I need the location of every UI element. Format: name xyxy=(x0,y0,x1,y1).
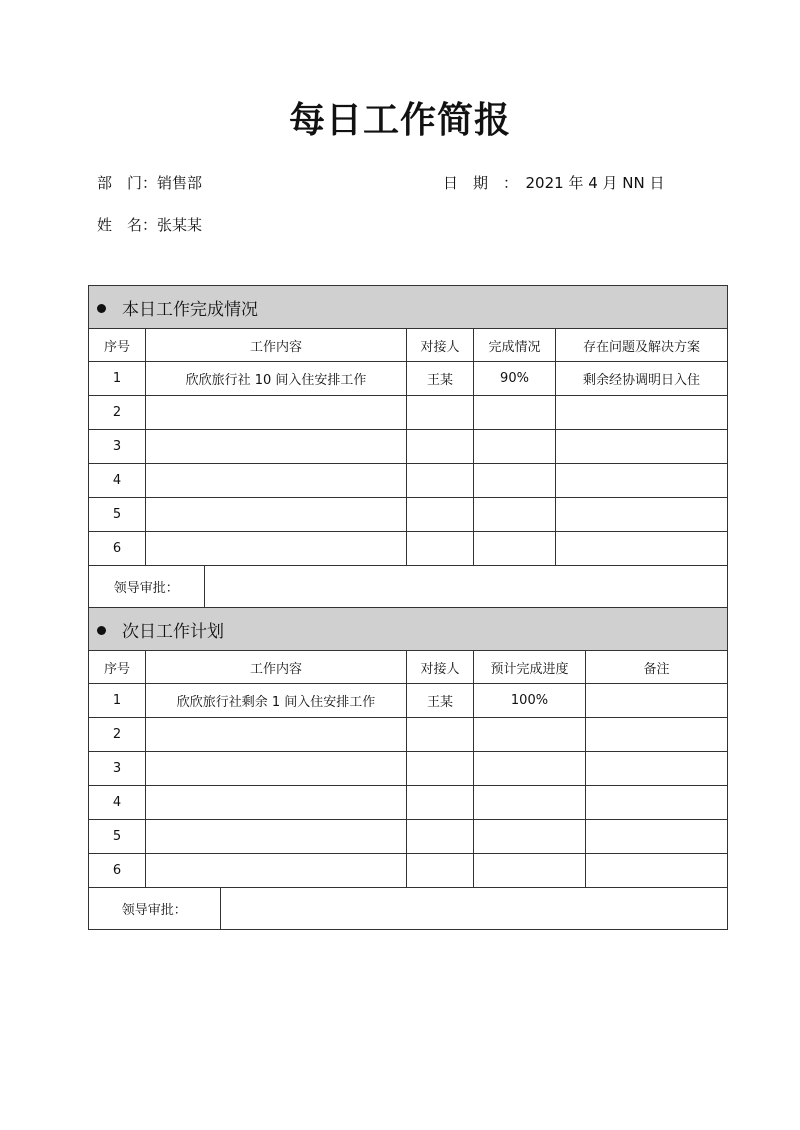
table-cell[interactable] xyxy=(407,854,474,888)
bullet-icon xyxy=(97,626,106,635)
col-header: 对接人 xyxy=(407,329,474,362)
table-cell[interactable] xyxy=(556,396,728,430)
table-cell[interactable]: 1 xyxy=(89,362,146,396)
approval-label: 领导审批： xyxy=(89,888,220,929)
tomorrow-column-headers xyxy=(89,651,728,684)
table-cell[interactable]: 5 xyxy=(89,498,146,532)
table-cell[interactable] xyxy=(146,396,407,430)
approval-field[interactable] xyxy=(220,888,727,929)
table-row xyxy=(89,430,728,464)
bullet-icon xyxy=(97,304,106,313)
table-cell[interactable] xyxy=(407,396,474,430)
table-cell[interactable] xyxy=(146,820,407,854)
table-cell[interactable]: 90% xyxy=(474,362,556,396)
table-cell[interactable]: 剩余经协调明日入住 xyxy=(556,362,728,396)
table-cell[interactable] xyxy=(474,854,586,888)
table-cell[interactable]: 5 xyxy=(89,820,146,854)
table-cell[interactable]: 欣欣旅行社 10 间入住安排工作 xyxy=(146,362,407,396)
table-cell[interactable] xyxy=(586,820,728,854)
table-cell[interactable]: 欣欣旅行社剩余 1 间入住安排工作 xyxy=(146,684,407,718)
table-cell[interactable] xyxy=(586,718,728,752)
table-cell[interactable] xyxy=(146,464,407,498)
table-cell[interactable] xyxy=(474,786,586,820)
table-cell[interactable] xyxy=(407,430,474,464)
col-header: 工作内容 xyxy=(146,651,407,684)
table-cell[interactable]: 6 xyxy=(89,854,146,888)
table-cell[interactable] xyxy=(586,854,728,888)
table-row xyxy=(89,532,728,566)
table-cell[interactable]: 2 xyxy=(89,718,146,752)
table-row xyxy=(89,464,728,498)
tomorrow-section-title: 次日工作计划 xyxy=(122,621,224,642)
col-header: 预计完成进度 xyxy=(474,651,586,684)
col-header: 序号 xyxy=(89,651,146,684)
tomorrow-section-header xyxy=(89,608,728,651)
table-cell[interactable] xyxy=(146,786,407,820)
tomorrow-approval-row xyxy=(89,888,728,930)
table-cell[interactable] xyxy=(474,752,586,786)
today-approval-row xyxy=(89,566,728,608)
col-header: 完成情况 xyxy=(474,329,556,362)
today-section-title: 本日工作完成情况 xyxy=(122,299,258,320)
table-cell[interactable] xyxy=(146,854,407,888)
table-cell[interactable] xyxy=(474,718,586,752)
table-row xyxy=(89,362,728,396)
table-cell[interactable] xyxy=(556,532,728,566)
table-cell[interactable] xyxy=(407,820,474,854)
approval-label: 领导审批： xyxy=(89,566,204,607)
table-cell[interactable] xyxy=(146,718,407,752)
today-section-header xyxy=(89,286,728,329)
name-field: 姓 名：张某某 xyxy=(97,216,203,234)
table-cell[interactable]: 1 xyxy=(89,684,146,718)
table-row xyxy=(89,820,728,854)
table-cell[interactable] xyxy=(474,820,586,854)
department-field: 部 门：销售部 xyxy=(97,174,203,192)
table-cell[interactable] xyxy=(407,532,474,566)
table-cell[interactable] xyxy=(407,786,474,820)
table-cell[interactable] xyxy=(474,464,556,498)
col-header: 序号 xyxy=(89,329,146,362)
today-column-headers xyxy=(89,329,728,362)
table-cell[interactable] xyxy=(556,464,728,498)
table-cell[interactable]: 4 xyxy=(89,464,146,498)
table-cell[interactable]: 王某 xyxy=(407,362,474,396)
table-cell[interactable] xyxy=(474,532,556,566)
daily-report-form xyxy=(88,285,728,930)
table-row xyxy=(89,396,728,430)
col-header: 工作内容 xyxy=(146,329,407,362)
table-cell[interactable] xyxy=(556,430,728,464)
table-cell[interactable]: 6 xyxy=(89,532,146,566)
table-row xyxy=(89,684,728,718)
table-cell[interactable] xyxy=(474,396,556,430)
table-cell[interactable]: 2 xyxy=(89,396,146,430)
table-cell[interactable]: 4 xyxy=(89,786,146,820)
table-cell[interactable] xyxy=(407,498,474,532)
table-cell[interactable]: 3 xyxy=(89,430,146,464)
table-cell[interactable] xyxy=(146,430,407,464)
table-cell[interactable] xyxy=(407,464,474,498)
table-cell[interactable] xyxy=(586,752,728,786)
table-cell[interactable] xyxy=(586,684,728,718)
table-cell[interactable] xyxy=(556,498,728,532)
table-row xyxy=(89,718,728,752)
table-cell[interactable] xyxy=(146,752,407,786)
col-header: 备注 xyxy=(586,651,728,684)
table-row xyxy=(89,752,728,786)
table-cell[interactable] xyxy=(586,786,728,820)
table-cell[interactable] xyxy=(407,752,474,786)
table-cell[interactable] xyxy=(146,532,407,566)
page-title: 每日工作简报 xyxy=(288,100,511,141)
col-header: 存在问题及解决方案 xyxy=(556,329,728,362)
approval-field[interactable] xyxy=(204,566,727,607)
table-row xyxy=(89,498,728,532)
table-cell[interactable] xyxy=(474,430,556,464)
table-cell[interactable] xyxy=(407,718,474,752)
table-cell[interactable]: 王某 xyxy=(407,684,474,718)
table-cell[interactable] xyxy=(474,498,556,532)
date-field: 日 期 ： 2021 年 4 月 NN 日 xyxy=(443,174,665,192)
col-header: 对接人 xyxy=(407,651,474,684)
table-cell[interactable] xyxy=(146,498,407,532)
table-row xyxy=(89,786,728,820)
table-cell[interactable]: 3 xyxy=(89,752,146,786)
table-cell[interactable]: 100% xyxy=(474,684,586,718)
table-row xyxy=(89,854,728,888)
